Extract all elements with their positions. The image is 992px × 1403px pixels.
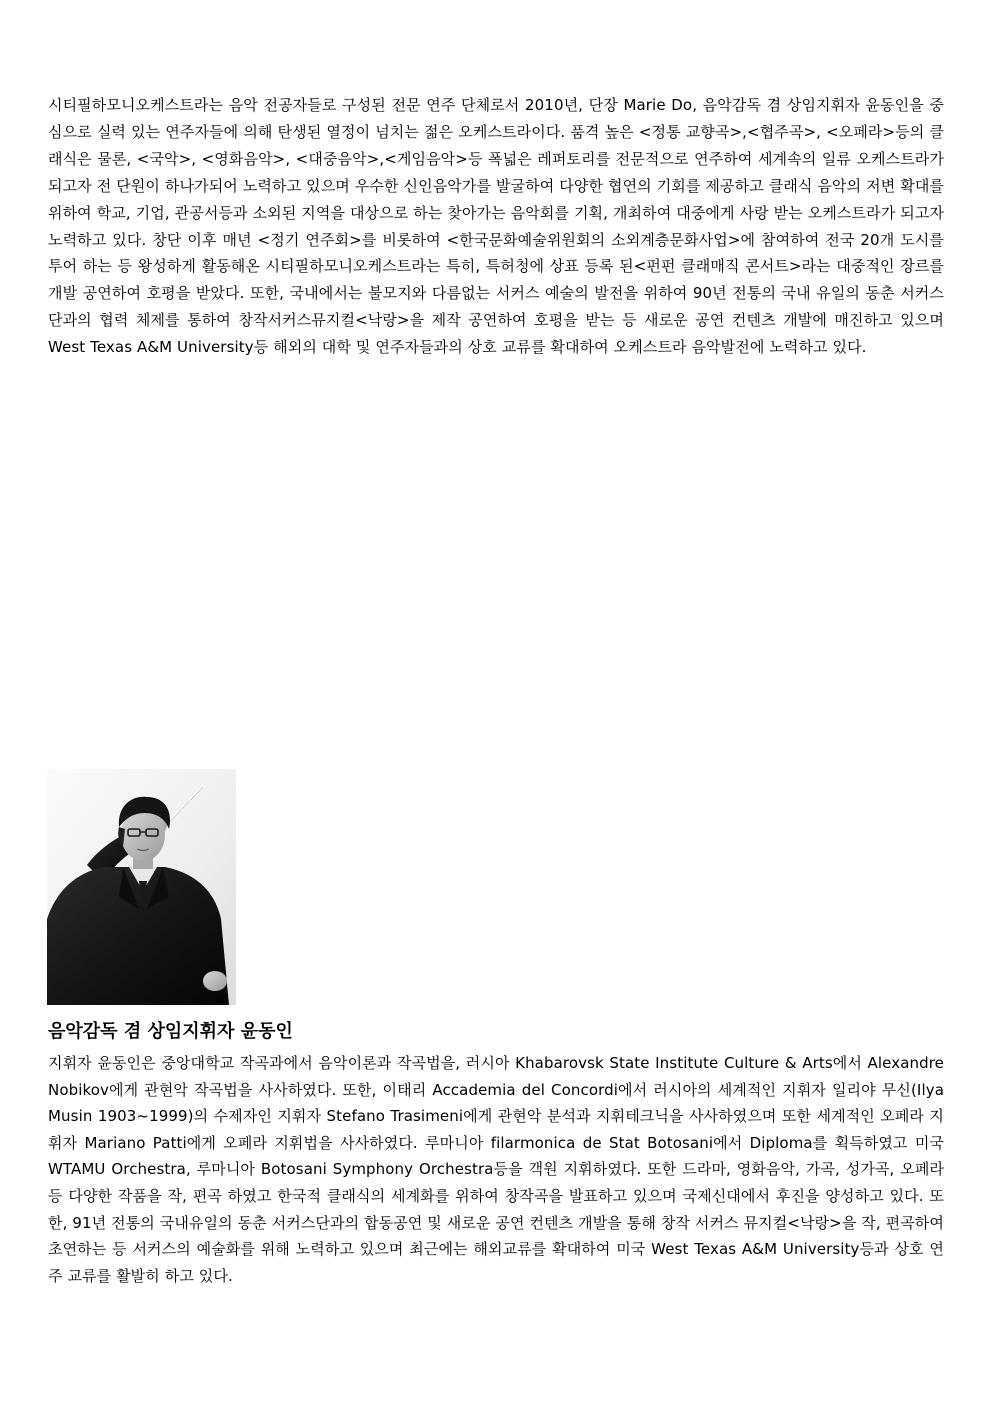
conductor-photo-image <box>47 769 236 1005</box>
conductor-name-heading: 음악감독 겸 상임지휘자 윤동인 <box>48 1021 293 1042</box>
orchestra-intro-paragraph: 시티필하모니오케스트라는 음악 전공자들로 구성된 전문 연주 단체로서 2010년, 단장 Marie Do, 음악감독 겸 상임지휘자 윤동인을 중심으로 실력 있는 연주자들에 의해 탄생된 열정이 넘치는 젊은 오케스트라이다. 품격 높은 <정통 교향곡>,<협주곡>, <오페라>등의 클래식은 물론, <국악>, <영화음악>, <대중음악>,<게임음악>등 폭넓은 레퍼토리를 전문적으로 연주하여 세계속의 일류 오케스트라가 되고자 전 단원이 하나가되어 노력하고 있으며 우수한 신인음악가를 발굴하여 다양한 협연의 기회를 제공하고 클래식 음악의 저변 확대를 위하여 학교, 기업, 관공서등과 소외된 지역을 대상으로 하는 찾아가는 음악회를 기획, 개최하여 대중에게 사랑 받는 오케스트라가 되고자 노력하고 있다. 창단 이후 매년 <정기 연주회>를 비롯하여 <한국문화예술위원회의 소외계층문화사업>에 참여하여 전국 20개 도시를 투어 하는 등 왕성하게 활동해온 시티필하모니오케스트라는 특히, 특허청에 상표 등록 된<펀펀 클래매직 콘서트>라는 대중적인 장르를 개발 공연하여 호평을 받았다. 또한, 국내에서는 불모지와 다름없는 서커스 예술의 발전을 위하여 90년 전통의 국내 유일의 동춘 서커스단과의 협력 체제를 통하여 창작서커스뮤지컬<낙랑>을 제작 공연하여 호평을 받는 등 새로운 공연 컨텐츠 개발에 매진하고 있으며 West Texas A&M University등 해외의 대학 및 연주자들과의 상호 교류를 확대하여 오케스트라 음악발전에 노력하고 있다. <box>48 96 944 357</box>
conductor-photo <box>47 769 236 1005</box>
conductor-bio-paragraph: 지휘자 윤동인은 중앙대학교 작곡과에서 음악이론과 작곡법을, 러시아 Khabarovsk State Institute Culture & Arts에서 Alexandre Nobikov에게 관현악 작곡법을 사사하였다. 또한, 이태리 Accademia del Concordi에서 러시아의 세계적인 지휘자 일리야 무신(Ilya Musin 1903~1999)의 수제자인 지휘자 Stefano Trasimeni에게 관현악 분석과 지휘테크닉을 사사하였으며 또한 세계적인 오페라 지휘자 Mariano Patti에게 오페라 지휘법을 사사하였다. 루마니아 filarmonica de Stat Botosani에서 Diploma를 획득하였고 미국 WTAMU Orchestra, 루마니아 Botosani Symphony Orchestra등을 객원 지휘하였다. 또한 드라마, 영화음악, 가곡, 성가곡, 오페라 등 다양한 작품을 작, 편곡 하였고 한국적 클래식의 세계화를 위하여 창작곡을 발표하고 있으며 국제신대에서 후진을 양성하고 있다. 또한, 91년 전통의 국내유일의 동춘 서커스단과의 합동공연 및 새로운 공연 컨텐츠 개발을 통해 창작 서커스 뮤지컬<낙랑>을 작, 편곡하여 초연하는 등 서커스의 예술화를 위해 노력하고 있으며 최근에는 해외교류를 확대하여 미국 West Texas A&M University등과 상호 연주 교류를 활발히 하고 있다. <box>48 1054 944 1285</box>
